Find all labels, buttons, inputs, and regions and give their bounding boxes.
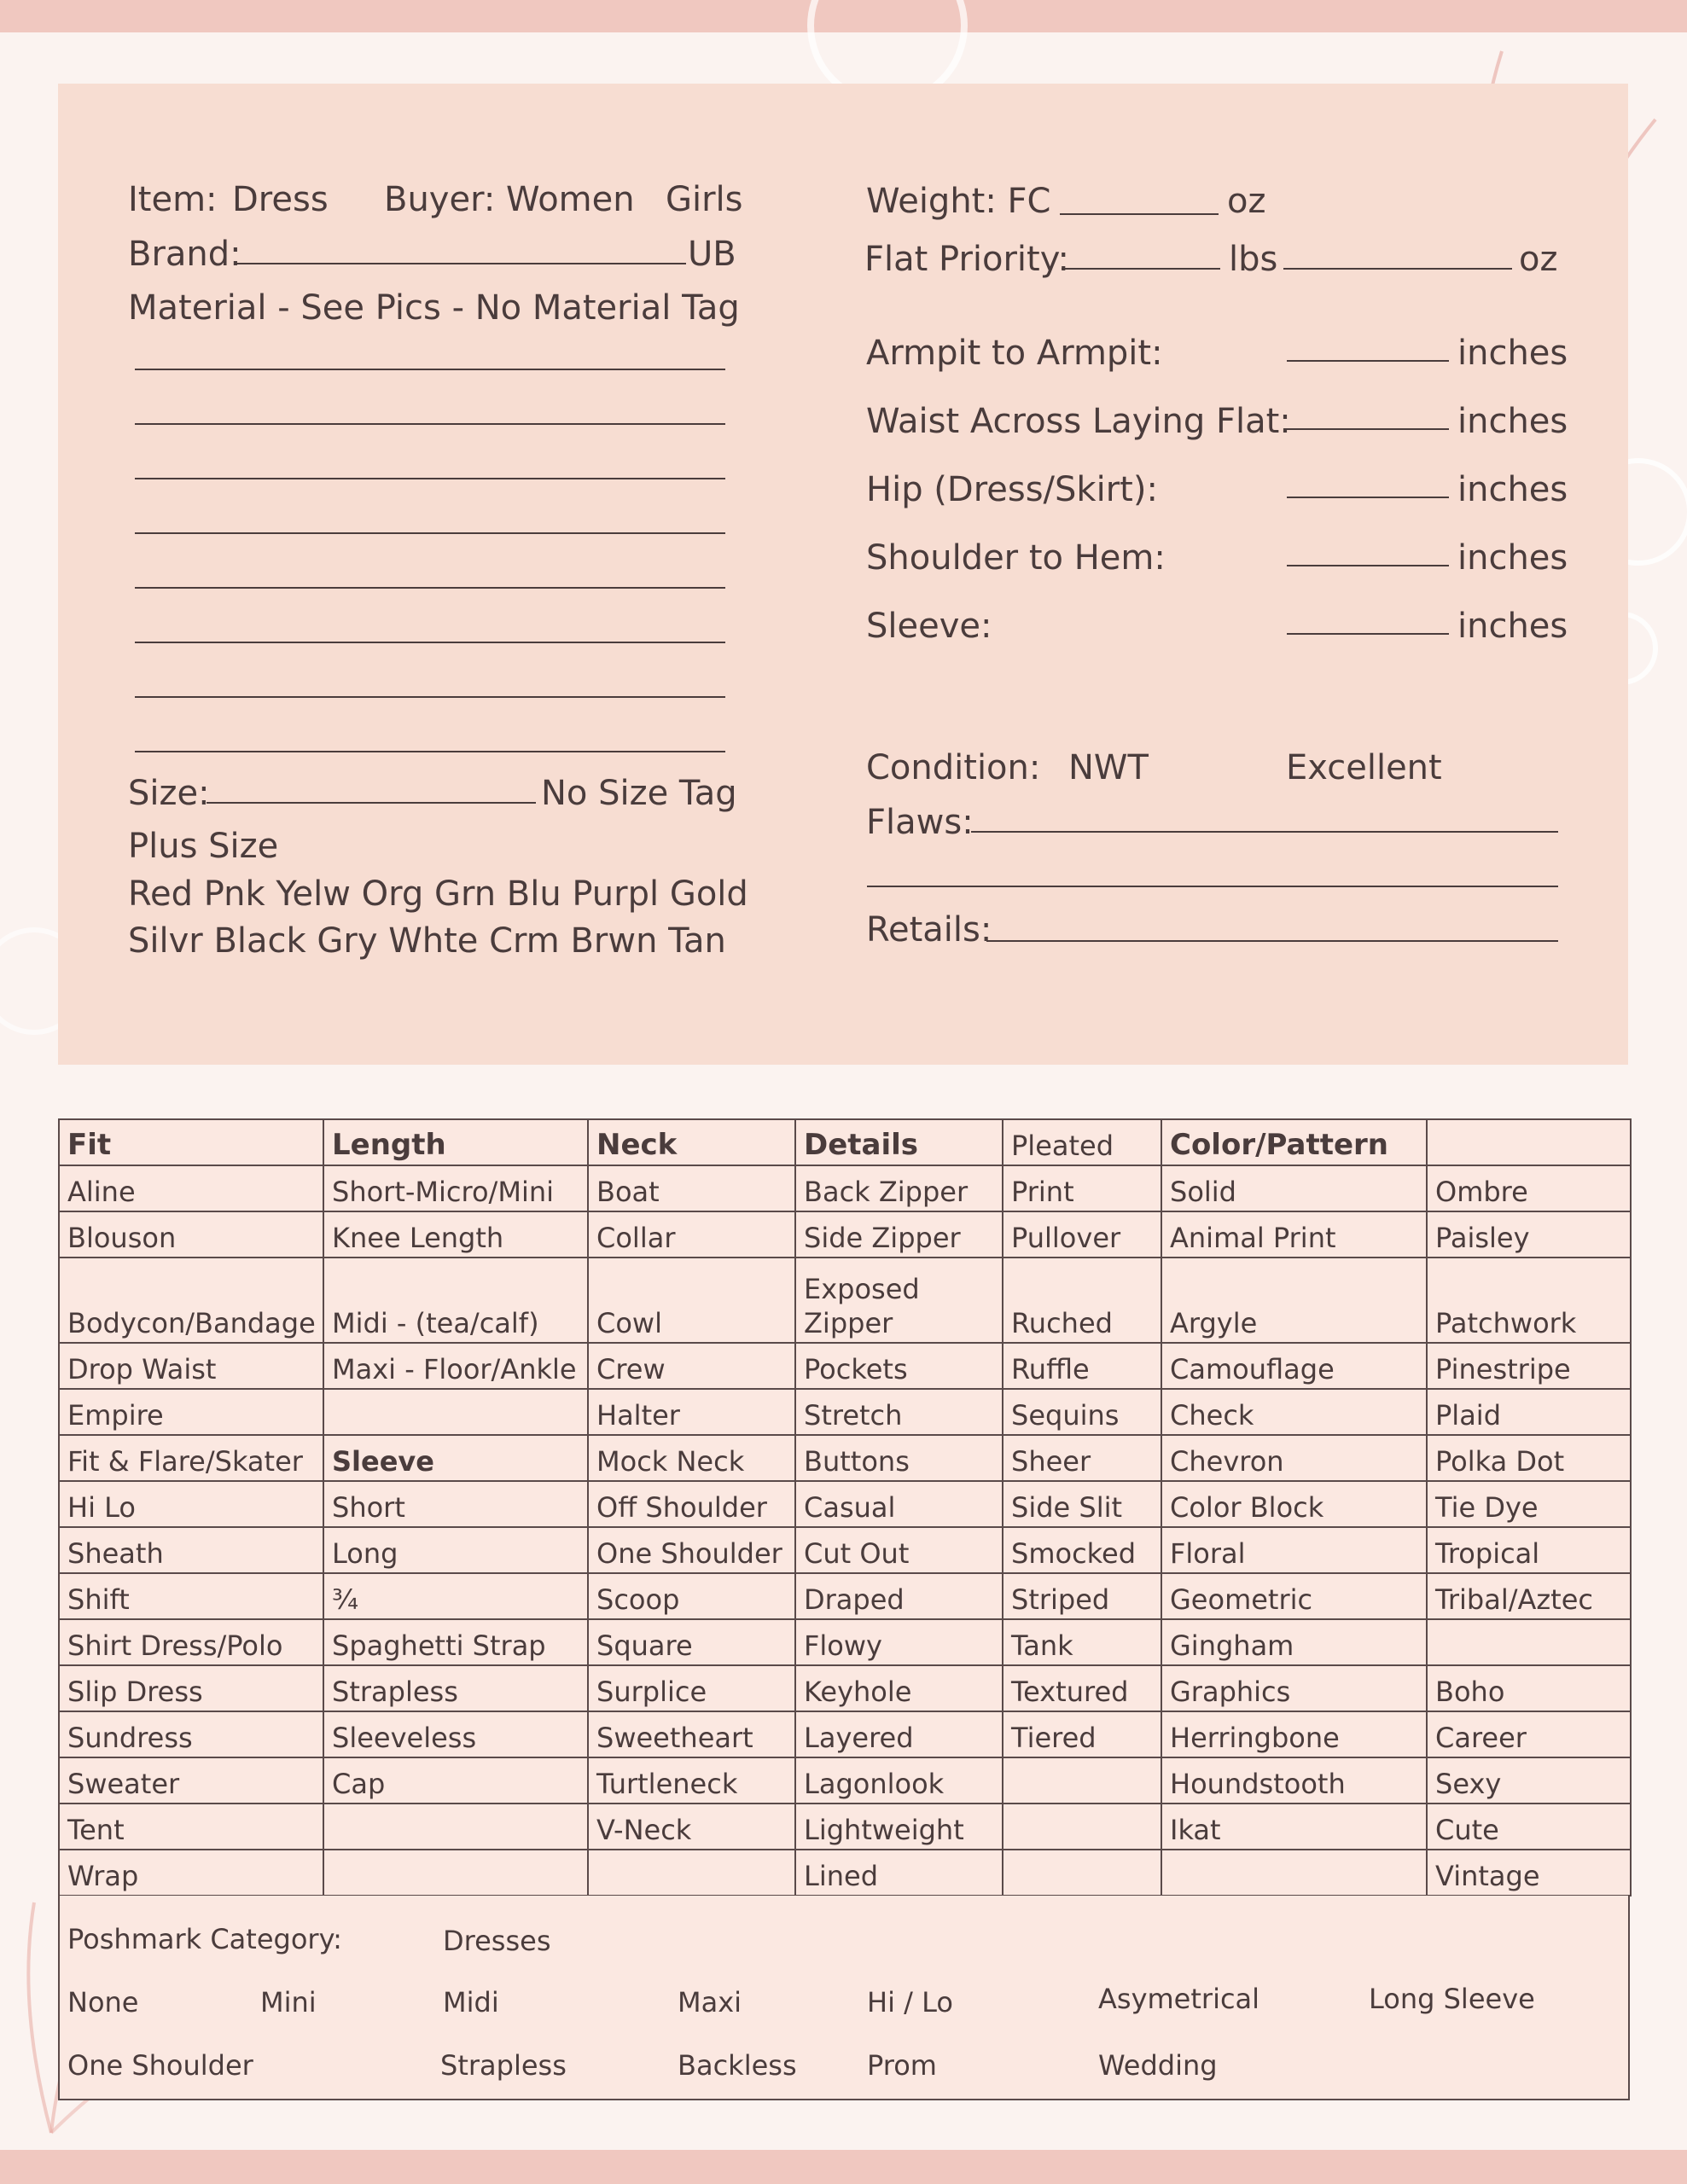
table-cell[interactable]: Hi Lo — [59, 1481, 323, 1527]
table-cell[interactable]: Fit & Flare/Skater — [59, 1435, 323, 1481]
measure-field-hip[interactable] — [1287, 497, 1449, 498]
table-row — [59, 1165, 1631, 1211]
flat-oz-field[interactable] — [1283, 268, 1512, 270]
table-cell[interactable]: Stretch — [795, 1389, 1003, 1435]
top-border-band — [0, 0, 1687, 32]
table-cell[interactable]: Layered — [795, 1711, 1003, 1757]
measure-unit: inches — [1457, 334, 1568, 373]
table-row — [59, 1757, 1631, 1804]
table-cell[interactable]: Check — [1161, 1389, 1427, 1435]
weight-label: Weight: FC — [866, 182, 1051, 221]
condition-label: Condition: — [866, 748, 1041, 787]
table-cell[interactable]: Wrap — [59, 1850, 323, 1896]
table-cell[interactable]: Tropical — [1427, 1527, 1631, 1573]
table-row — [59, 1343, 1631, 1389]
posh-option-prom[interactable]: Prom — [867, 2049, 937, 2082]
table-cell[interactable]: V-Neck — [588, 1804, 795, 1850]
table-row — [59, 1435, 1631, 1481]
table-cell[interactable]: Smocked — [1003, 1527, 1161, 1573]
measure-label-armpit: Armpit to Armpit: — [866, 334, 1163, 373]
size-label: Size: — [128, 774, 210, 813]
table-cell[interactable]: Ikat — [1161, 1804, 1427, 1850]
table-cell[interactable]: Side Zipper — [795, 1211, 1003, 1258]
flat-lbs-field[interactable] — [1062, 268, 1220, 270]
posh-option-none[interactable]: None — [67, 1986, 139, 2018]
table-cell[interactable]: Cute — [1427, 1804, 1631, 1850]
posh-option-wedding[interactable]: Wedding — [1098, 2049, 1218, 2082]
table-cell[interactable]: Sleeveless — [323, 1711, 588, 1757]
attribute-table — [58, 1118, 1632, 1896]
poshmark-label: Poshmark Category: — [67, 1923, 342, 1955]
table-cell[interactable]: Lined — [795, 1850, 1003, 1896]
table-cell[interactable]: Paisley — [1427, 1211, 1631, 1258]
size-suffix: No Size Tag — [541, 774, 737, 813]
table-row — [59, 1573, 1631, 1619]
table-cell[interactable]: Maxi - Floor/Ankle — [323, 1343, 588, 1389]
posh-option-maxi[interactable]: Maxi — [678, 1986, 742, 2018]
table-cell[interactable]: Plaid — [1427, 1389, 1631, 1435]
flaws-label: Flaws: — [866, 803, 974, 842]
table-cell[interactable]: Short-Micro/Mini — [323, 1165, 588, 1211]
table-cell[interactable]: Tribal/Aztec — [1427, 1573, 1631, 1619]
table-cell[interactable]: Sheer — [1003, 1435, 1161, 1481]
table-cell[interactable]: Tiered — [1003, 1711, 1161, 1757]
table-cell[interactable]: Tie Dye — [1427, 1481, 1631, 1527]
material-line[interactable] — [135, 478, 725, 479]
table-cell[interactable]: Pinestripe — [1427, 1343, 1631, 1389]
table-cell[interactable]: One Shoulder — [588, 1527, 795, 1573]
table-cell[interactable]: Short — [323, 1481, 588, 1527]
buyer-option-girls[interactable]: Girls — [666, 180, 743, 219]
table-row — [59, 1619, 1631, 1665]
material-label: Material - See Pics - No Material Tag — [128, 288, 740, 328]
table-cell — [323, 1850, 588, 1896]
table-cell[interactable]: Patchwork — [1427, 1258, 1631, 1343]
table-row — [59, 1258, 1631, 1343]
table-cell[interactable]: Lightweight — [795, 1804, 1003, 1850]
table-cell[interactable]: Knee Length — [323, 1211, 588, 1258]
table-cell[interactable]: ¾ — [323, 1573, 588, 1619]
material-line[interactable] — [135, 696, 725, 698]
material-line[interactable] — [135, 751, 725, 752]
material-line[interactable] — [135, 587, 725, 589]
item-value: Dress — [232, 180, 329, 219]
table-cell[interactable]: Flowy — [795, 1619, 1003, 1665]
condition-option-nwt[interactable]: NWT — [1068, 748, 1149, 787]
table-row — [59, 1804, 1631, 1850]
table-cell[interactable]: Sweetheart — [588, 1711, 795, 1757]
measure-label-sleeve: Sleeve: — [866, 607, 992, 646]
brand-label: Brand: — [128, 235, 241, 274]
table-cell[interactable]: Sequins — [1003, 1389, 1161, 1435]
table-cell[interactable]: Sweater — [59, 1757, 323, 1804]
table-header-cell: Neck — [588, 1119, 795, 1165]
table-cell[interactable]: Drop Waist — [59, 1343, 323, 1389]
table-cell[interactable]: Striped — [1003, 1573, 1161, 1619]
table-cell[interactable]: Floral — [1161, 1527, 1427, 1573]
table-cell — [1161, 1850, 1427, 1896]
flat-unit-lbs: lbs — [1229, 240, 1278, 279]
table-cell[interactable]: Aline — [59, 1165, 323, 1211]
table-cell[interactable]: Shirt Dress/Polo — [59, 1619, 323, 1665]
table-cell[interactable]: Tent — [59, 1804, 323, 1850]
table-cell[interactable]: Pockets — [795, 1343, 1003, 1389]
material-line[interactable] — [135, 532, 725, 534]
flat-priority-label: Flat Priority: — [864, 240, 1069, 279]
table-cell[interactable]: Buttons — [795, 1435, 1003, 1481]
table-cell[interactable]: Lagonlook — [795, 1757, 1003, 1804]
table-cell[interactable]: Surplice — [588, 1665, 795, 1711]
brand-field[interactable] — [236, 263, 686, 264]
table-row — [59, 1527, 1631, 1573]
table-header-cell — [1427, 1119, 1631, 1165]
table-cell[interactable]: Exposed Zipper — [795, 1258, 1003, 1343]
table-row — [59, 1665, 1631, 1711]
table-cell[interactable]: Spaghetti Strap — [323, 1619, 588, 1665]
table-cell[interactable]: Career — [1427, 1711, 1631, 1757]
table-cell — [1427, 1619, 1631, 1665]
table-cell[interactable]: Square — [588, 1619, 795, 1665]
table-cell — [323, 1804, 588, 1850]
table-cell[interactable]: Midi - (tea/calf) — [323, 1258, 588, 1343]
measure-field-waist[interactable] — [1287, 428, 1449, 430]
material-line[interactable] — [135, 369, 725, 370]
table-cell[interactable]: Tank — [1003, 1619, 1161, 1665]
size-field[interactable] — [207, 802, 536, 804]
table-cell[interactable]: Textured — [1003, 1665, 1161, 1711]
table-cell[interactable]: Ruffle — [1003, 1343, 1161, 1389]
flaws-field-line-2[interactable] — [867, 886, 1558, 887]
table-row — [59, 1850, 1631, 1896]
poshmark-category-section — [58, 1896, 1630, 2100]
weight-field[interactable] — [1060, 213, 1219, 215]
table-cell[interactable]: Camouflage — [1161, 1343, 1427, 1389]
buyer-option-women[interactable]: Women — [506, 180, 635, 219]
table-cell — [588, 1850, 795, 1896]
posh-option-midi[interactable]: Midi — [443, 1986, 499, 2018]
table-row — [59, 1211, 1631, 1258]
table-cell[interactable]: Keyhole — [795, 1665, 1003, 1711]
table-cell[interactable]: Chevron — [1161, 1435, 1427, 1481]
condition-option-excellent[interactable]: Excellent — [1286, 748, 1442, 787]
table-cell[interactable]: Graphics — [1161, 1665, 1427, 1711]
table-cell[interactable]: Draped — [795, 1573, 1003, 1619]
table-cell[interactable]: Bodycon/Bandage — [59, 1258, 323, 1343]
flaws-field[interactable] — [971, 831, 1558, 833]
table-cell[interactable]: Argyle — [1161, 1258, 1427, 1343]
table-cell[interactable]: Vintage — [1427, 1850, 1631, 1896]
table-header-cell: Details — [795, 1119, 1003, 1165]
measure-unit: inches — [1457, 607, 1568, 646]
table-cell[interactable]: Houndstooth — [1161, 1757, 1427, 1804]
table-cell[interactable]: Ruched — [1003, 1258, 1161, 1343]
table-cell[interactable]: Scoop — [588, 1573, 795, 1619]
measure-label-shoulder-hem: Shoulder to Hem: — [866, 538, 1166, 578]
buyer-label: Buyer: — [384, 180, 496, 219]
table-cell[interactable]: Pullover — [1003, 1211, 1161, 1258]
table-cell[interactable]: Geometric — [1161, 1573, 1427, 1619]
table-cell[interactable]: Cowl — [588, 1258, 795, 1343]
posh-option-mini[interactable]: Mini — [260, 1986, 317, 2018]
posh-option-long-sleeve[interactable]: Long Sleeve — [1369, 1983, 1535, 2015]
posh-option-asymetrical[interactable]: Asymetrical — [1098, 1983, 1260, 2015]
material-line[interactable] — [135, 423, 725, 425]
bottom-border-band — [0, 2150, 1687, 2184]
plus-size-option[interactable]: Plus Size — [128, 827, 279, 866]
table-subheader-cell: Sleeve — [323, 1435, 588, 1481]
table-cell — [323, 1389, 588, 1435]
table-cell[interactable]: Turtleneck — [588, 1757, 795, 1804]
retails-field[interactable] — [986, 940, 1558, 942]
table-cell[interactable]: Animal Print — [1161, 1211, 1427, 1258]
table-cell[interactable]: Back Zipper — [795, 1165, 1003, 1211]
table-cell[interactable]: Casual — [795, 1481, 1003, 1527]
table-header-cell: Pleated — [1003, 1119, 1161, 1165]
measure-label-waist: Waist Across Laying Flat: — [866, 402, 1291, 441]
table-row — [59, 1389, 1631, 1435]
table-row — [59, 1481, 1631, 1527]
table-cell[interactable]: Strapless — [323, 1665, 588, 1711]
table-cell[interactable]: Gingham — [1161, 1619, 1427, 1665]
table-cell[interactable]: Solid — [1161, 1165, 1427, 1211]
table-cell[interactable]: Collar — [588, 1211, 795, 1258]
table-cell — [1003, 1850, 1161, 1896]
measure-label-hip: Hip (Dress/Skirt): — [866, 470, 1158, 509]
measure-field-sleeve[interactable] — [1287, 633, 1449, 635]
table-cell[interactable]: Mock Neck — [588, 1435, 795, 1481]
table-cell[interactable]: Boho — [1427, 1665, 1631, 1711]
table-cell — [1003, 1804, 1161, 1850]
measure-unit: inches — [1457, 470, 1568, 509]
flat-unit-oz: oz — [1519, 240, 1558, 279]
table-cell[interactable]: Cap — [323, 1757, 588, 1804]
table-cell[interactable]: Side Slit — [1003, 1481, 1161, 1527]
measure-unit: inches — [1457, 538, 1568, 578]
table-header-cell: Color/Pattern — [1161, 1119, 1427, 1165]
table-header-row — [59, 1119, 1631, 1165]
table-cell[interactable]: Halter — [588, 1389, 795, 1435]
table-cell[interactable]: Long — [323, 1527, 588, 1573]
table-cell[interactable]: Off Shoulder — [588, 1481, 795, 1527]
table-cell[interactable]: Cut Out — [795, 1527, 1003, 1573]
posh-option-hi-lo[interactable]: Hi / Lo — [867, 1986, 953, 2018]
table-cell[interactable]: Sheath — [59, 1527, 323, 1573]
colors-line-1[interactable]: Red Pnk Yelw Org Grn Blu Purpl Gold — [128, 874, 748, 914]
weight-unit: oz — [1227, 182, 1266, 221]
retails-label: Retails: — [866, 910, 992, 950]
measure-unit: inches — [1457, 402, 1568, 441]
table-cell[interactable]: Slip Dress — [59, 1665, 323, 1711]
table-cell — [1003, 1757, 1161, 1804]
poshmark-dresses: Dresses — [443, 1925, 551, 1957]
table-cell[interactable]: Boat — [588, 1165, 795, 1211]
table-cell[interactable]: Crew — [588, 1343, 795, 1389]
posh-option-backless[interactable]: Backless — [678, 2049, 797, 2082]
table-cell[interactable]: Empire — [59, 1389, 323, 1435]
table-cell[interactable]: Sundress — [59, 1711, 323, 1757]
measure-field-armpit[interactable] — [1287, 360, 1449, 362]
table-cell[interactable]: Color Block — [1161, 1481, 1427, 1527]
colors-line-2[interactable]: Silvr Black Gry Whte Crm Brwn Tan — [128, 921, 726, 961]
posh-option-strapless[interactable]: Strapless — [440, 2049, 567, 2082]
table-cell[interactable]: Ombre — [1427, 1165, 1631, 1211]
table-header-cell: Fit — [59, 1119, 323, 1165]
info-panel — [58, 84, 1628, 1065]
table-cell[interactable]: Blouson — [59, 1211, 323, 1258]
table-cell[interactable]: Sexy — [1427, 1757, 1631, 1804]
table-cell[interactable]: Herringbone — [1161, 1711, 1427, 1757]
table-row — [59, 1711, 1631, 1757]
brand-suffix: UB — [688, 235, 736, 274]
table-header-cell: Length — [323, 1119, 588, 1165]
material-line[interactable] — [135, 642, 725, 643]
item-label: Item: — [128, 180, 218, 219]
measure-field-shoulder-hem[interactable] — [1287, 565, 1449, 566]
table-cell[interactable]: Shift — [59, 1573, 323, 1619]
table-cell[interactable]: Print — [1003, 1165, 1161, 1211]
table-cell[interactable]: Polka Dot — [1427, 1435, 1631, 1481]
posh-option-one-shoulder[interactable]: One Shoulder — [67, 2049, 253, 2082]
